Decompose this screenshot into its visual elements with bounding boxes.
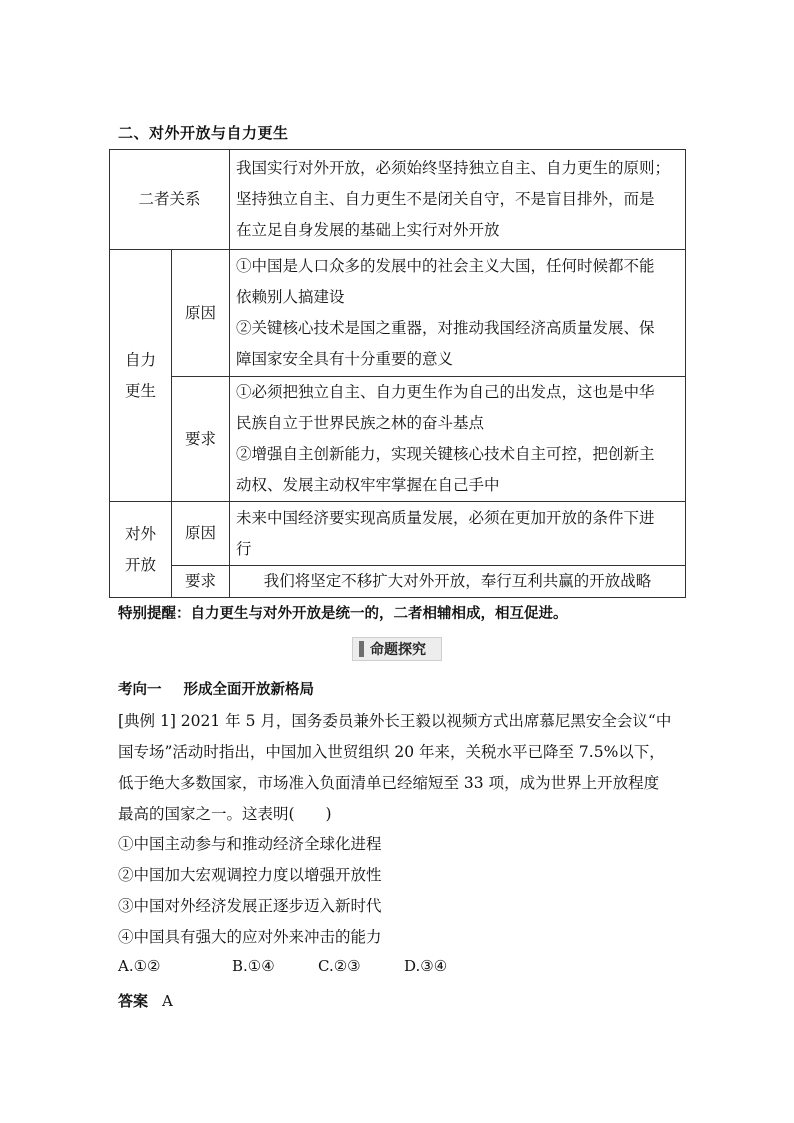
relation-line: 坚持独立自主、自力更生不是闭关自守，不是盲目排外，而是 [236, 190, 655, 208]
answer-label: 答案 [118, 992, 149, 1010]
self-reliance-reason-content [230, 250, 686, 377]
choice-d: D.③④ [404, 957, 448, 975]
example-line: [典例 1] 2021 年 5 月，国务委员兼外长王毅以视频方式出席慕尼黑安全会议“中 [118, 712, 672, 730]
comparison-table [109, 149, 686, 598]
opening-req-content: 我们将坚定不移扩大对外开放，奉行互利共赢的开放战略 [230, 566, 686, 598]
self-reliance-label-line2: 更生 [124, 381, 156, 400]
direction-label: 考向一 [118, 682, 162, 698]
example-line: 低于绝大多数国家，市场准入负面清单已经缩短至 33 项，成为世界上开放程度 [118, 774, 660, 792]
example-line: 国专场”活动时指出，中国加入世贸组织 20 年来，关税水平已降至 7.5%以下， [118, 743, 665, 761]
reason-line: ①中国是人口众多的发展中的社会主义大国，任何时候都不能 [236, 257, 655, 275]
opening-reason-label: 原因 [172, 502, 230, 566]
table-row-self-reliance-reason [110, 250, 686, 377]
req-line: 动权、发展主动权牢牢掌握在自己手中 [236, 476, 500, 494]
table-row-relation [110, 150, 686, 250]
choice-c: C.②③ [318, 957, 361, 975]
answer-line [118, 990, 173, 1011]
option-item: ③中国对外经济发展正逐步迈入新时代 [118, 897, 382, 915]
opening-label-line2: 开放 [124, 555, 156, 574]
table-row-self-reliance-req [110, 377, 686, 502]
relation-line: 我国实行对外开放，必须始终坚持独立自主、自力更生的原则； [236, 159, 671, 177]
opening-label [110, 502, 172, 598]
req-line: ①必须把独立自主、自力更生作为自己的出发点，这也是中华 [236, 383, 655, 401]
special-reminder: 特别提醒：自力更生与对外开放是统一的，二者相辅相成，相互促进。 [118, 606, 568, 622]
relation-content [230, 150, 686, 250]
banner-bar-icon [359, 641, 364, 657]
self-reliance-reason-label: 原因 [172, 250, 230, 377]
opening-label-line1: 对外 [124, 524, 156, 543]
choice-a: A.①② [118, 957, 161, 975]
example-paragraph [118, 706, 678, 830]
self-reliance-req-label: 要求 [172, 377, 230, 502]
relation-line: 在立足自身发展的基础上实行对外开放 [236, 221, 500, 239]
reason-line: ②关键核心技术是国之重器，对推动我国经济高质量发展、保 [236, 319, 655, 337]
self-reliance-label-line1: 自力 [124, 350, 156, 369]
opening-req-label: 要求 [172, 566, 230, 598]
req-line: 民族自立于世界民族之林的奋斗基点 [236, 414, 485, 432]
option-item: ④中国具有强大的应对外来冲击的能力 [118, 928, 382, 946]
self-reliance-req-content [230, 377, 686, 502]
reason-line: 依赖别人搞建设 [236, 288, 345, 306]
opening-reason-line: 行 [236, 539, 252, 558]
exam-direction [118, 678, 314, 699]
table-row-opening-reason [110, 502, 686, 566]
option-item: ②中国加大宏观调控力度以增强开放性 [118, 866, 382, 884]
option-item: ①中国主动参与和推动经济全球化进程 [118, 835, 382, 853]
section-title: 二、对外开放与自力更生 [118, 124, 289, 142]
example-line: 最高的国家之一。这表明( ) [118, 805, 332, 823]
table-row-opening-req [110, 566, 686, 598]
answer-choices [118, 957, 447, 975]
section-banner [352, 637, 442, 661]
self-reliance-label [110, 250, 172, 502]
req-line: ②增强自主创新能力，实现关键核心技术自主可控，把创新主 [236, 445, 655, 463]
answer-value: A [162, 992, 173, 1010]
choice-b: B.①④ [232, 957, 275, 975]
opening-reason-content [230, 502, 686, 566]
direction-title: 形成全面开放新格局 [183, 682, 314, 698]
relation-label: 二者关系 [110, 150, 230, 250]
banner-label: 命题探究 [370, 642, 426, 658]
opening-reason-line: 未来中国经济要实现高质量发展，必须在更加开放的条件下进 [236, 508, 655, 527]
reason-line: 障国家安全具有十分重要的意义 [236, 350, 454, 368]
